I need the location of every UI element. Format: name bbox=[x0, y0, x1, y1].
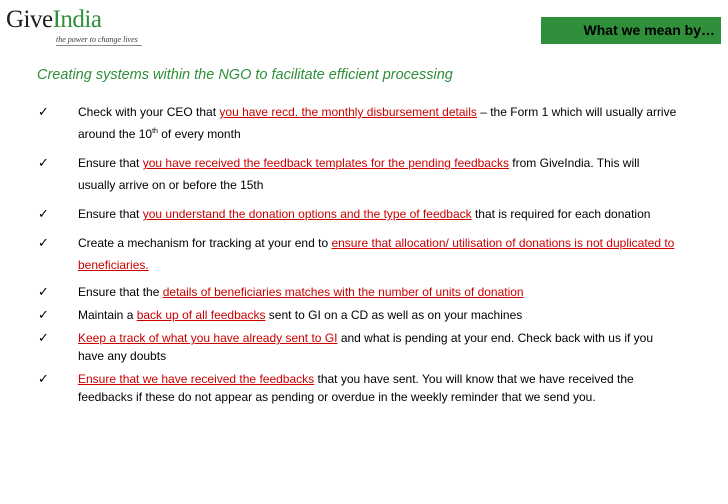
item-text-highlight: back up of all feedbacks bbox=[136, 308, 266, 322]
logo-underline bbox=[56, 45, 142, 46]
checklist-item-text bbox=[78, 306, 678, 324]
checkmark-icon: ✓ bbox=[38, 104, 49, 119]
checklist-item-text bbox=[78, 101, 678, 145]
checklist-item bbox=[0, 329, 728, 365]
item-text-before: Create a mechanism for tracking at your end to bbox=[78, 236, 332, 250]
checkmark-icon: ✓ bbox=[38, 371, 49, 386]
checklist-item-text bbox=[78, 232, 678, 276]
item-text-after: that you have sent. You will know that we have received the feedbacks if these do not appear as pending or overdue in the weekly reminder that we send you. bbox=[78, 372, 634, 404]
logo-brand-text: GiveIndia bbox=[6, 6, 102, 33]
checklist-item bbox=[0, 370, 728, 406]
item-text-highlight: you have recd. the monthly disbursement details bbox=[219, 105, 477, 119]
checklist bbox=[0, 101, 728, 406]
checkmark-icon: ✓ bbox=[38, 307, 49, 322]
item-text-highlight: Ensure that we have received the feedbacks bbox=[78, 372, 315, 386]
logo-tagline: the power to change lives bbox=[56, 35, 138, 44]
item-text-before: Ensure that bbox=[78, 156, 143, 170]
item-text-before: Check with your CEO that bbox=[78, 105, 220, 119]
checkmark-icon: ✓ bbox=[38, 284, 49, 299]
item-text-superscript: th bbox=[152, 128, 158, 135]
checklist-item bbox=[0, 232, 728, 276]
checklist-item bbox=[0, 306, 728, 324]
item-text-after: of every month bbox=[157, 127, 241, 141]
item-text-before: Ensure that bbox=[78, 207, 143, 221]
item-text-highlight: Keep a track of what you have already sent to GI bbox=[78, 331, 338, 345]
item-text-highlight: ensure that allocation/ utilisation of donations is not duplicated to beneficiaries. bbox=[78, 236, 675, 272]
item-text-highlight: details of beneficiaries matches with the number of units of donation bbox=[162, 285, 524, 299]
checklist-item bbox=[0, 152, 728, 196]
logo-wordmark bbox=[6, 6, 101, 34]
item-text-after: from GiveIndia. This will usually arrive on or before the 15th bbox=[78, 156, 640, 192]
checklist-item-text bbox=[78, 370, 678, 406]
checkmark-icon: ✓ bbox=[38, 155, 49, 170]
section-subtitle: Creating systems within the NGO to facilitate efficient processing bbox=[37, 67, 453, 83]
header-title: What we mean by… bbox=[583, 22, 715, 38]
checklist-item-text bbox=[78, 203, 678, 225]
checklist-item bbox=[0, 101, 728, 145]
checkmark-icon: ✓ bbox=[38, 330, 49, 345]
item-text-after: and what is pending at your end. Check back with us if you have any doubts bbox=[78, 331, 653, 363]
checklist-item bbox=[0, 283, 728, 301]
item-text-before: Maintain a bbox=[78, 308, 137, 322]
checklist-item bbox=[0, 203, 728, 225]
item-text-after: – the Form 1 which will usually arrive around the 10 bbox=[78, 105, 677, 141]
item-text-before: Ensure that the bbox=[78, 285, 163, 299]
header-banner bbox=[541, 17, 721, 44]
item-text-highlight: you understand the donation options and the type of feedback bbox=[142, 207, 472, 221]
checkmark-icon: ✓ bbox=[38, 235, 49, 250]
giveindia-logo bbox=[6, 6, 146, 46]
item-text-highlight: you have received the feedback templates for the pending feedbacks bbox=[142, 156, 509, 170]
checklist-item-text bbox=[78, 152, 678, 196]
logo-india-text: India bbox=[52, 6, 102, 33]
item-text-after: that is required for each donation bbox=[471, 207, 651, 221]
checkmark-icon: ✓ bbox=[38, 206, 49, 221]
checklist-item-text bbox=[78, 283, 678, 301]
item-text-after: sent to GI on a CD as well as on your machines bbox=[265, 308, 523, 322]
checklist-item-text bbox=[78, 329, 678, 365]
